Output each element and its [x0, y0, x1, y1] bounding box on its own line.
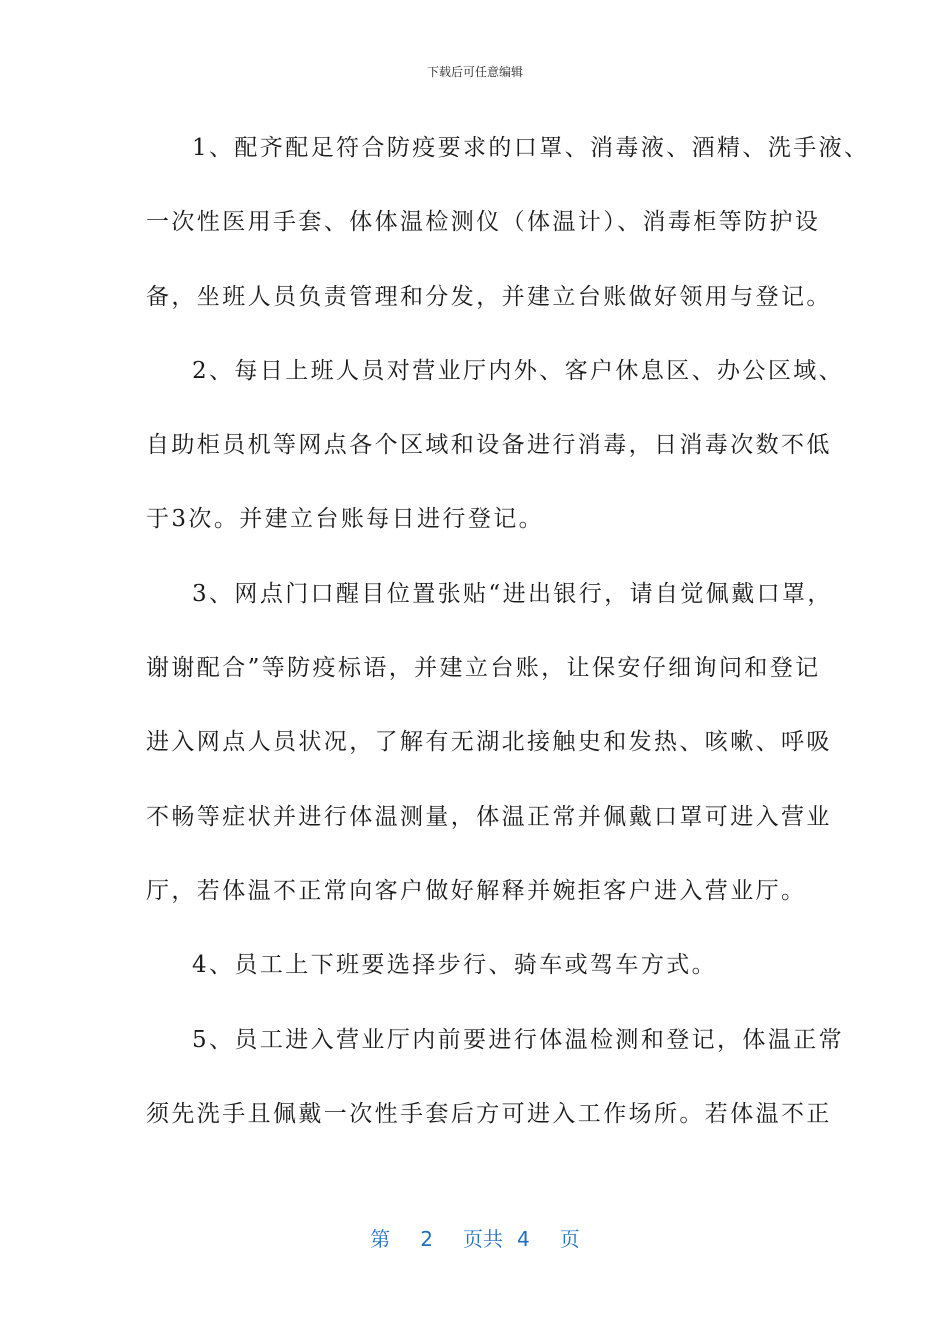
- page-header: 下载后可任意编辑: [426, 65, 523, 79]
- paragraph-3-line-5: 厅，若体温不正常向客户做好解释并婉拒客户进入营业厅。: [146, 877, 807, 904]
- paragraph-1-line-2: 一次性医用手套、体体温检测仪（体温计）、消毒柜等防护设: [146, 209, 821, 236]
- footer-middle: 页共: [463, 1227, 503, 1251]
- paragraph-2-line-3: 于3次。并建立台账每日进行登记。: [146, 506, 545, 533]
- paragraph-5-line-2: 须先洗手且佩戴一次性手套后方可进入工作场所。若体温不正: [146, 1100, 832, 1127]
- paragraph-2-line-2: 自助柜员机等网点各个区域和设备进行消毒，日消毒次数不低: [146, 432, 832, 459]
- footer-suffix: 页: [559, 1227, 580, 1251]
- paragraph-2-line-1: 2、每日上班人员对营业厅内外、客户休息区、办公区域、: [192, 357, 845, 384]
- paragraph-3-line-3: 进入网点人员状况，了解有无湖北接触史和发热、咳嗽、呼吸: [146, 729, 832, 756]
- footer-page-number: 2: [420, 1227, 433, 1251]
- paragraph-3-line-2: 谢谢配合”等防疫标语，并建立台账，让保安仔细询问和登记: [146, 655, 821, 682]
- document-body: [146, 124, 870, 1164]
- paragraph-3-line-4: 不畅等症状并进行体温测量，体温正常并佩戴口罩可进入营业: [146, 803, 832, 830]
- footer-prefix: 第: [370, 1227, 391, 1251]
- page-footer: [0, 1226, 950, 1252]
- paragraph-1-line-3: 备，坐班人员负责管理和分发，并建立台账做好领用与登记。: [146, 283, 832, 310]
- paragraph-4-line-1: 4、员工上下班要选择步行、骑车或驾车方式。: [192, 952, 718, 979]
- paragraph-5-line-1: 5、员工进入营业厅内前要进行体温检测和登记，体温正常: [192, 1026, 845, 1053]
- footer-total-pages: 4: [517, 1227, 530, 1251]
- paragraph-1-line-1: 1、配齐配足符合防疫要求的口罩、消毒液、酒精、洗手液、: [192, 135, 870, 161]
- paragraph-3-line-1: 3、网点门口醒目位置张贴“进出银行，请自觉佩戴口罩，: [192, 580, 833, 607]
